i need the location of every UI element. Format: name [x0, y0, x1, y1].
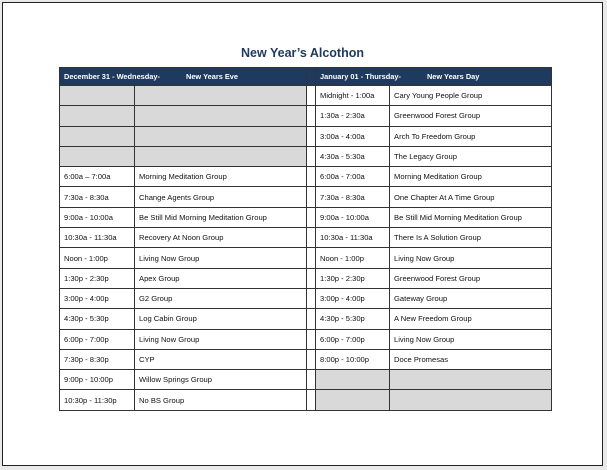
table-row: [60, 268, 552, 288]
column-divider: [307, 228, 316, 248]
column-divider: [307, 268, 316, 288]
column-divider: [307, 106, 316, 126]
left-group-cell: Be Still Mid Morning Meditation Group: [135, 207, 307, 227]
left-time-cell: [60, 126, 135, 146]
right-group-cell: Cary Young People Group: [390, 86, 552, 106]
left-time-cell: 3:00p - 4:00p: [60, 288, 135, 308]
column-divider: [307, 390, 316, 410]
left-group-cell: [135, 106, 307, 126]
right-group-cell: Living Now Group: [390, 248, 552, 268]
column-divider: [307, 248, 316, 268]
left-time-cell: [60, 146, 135, 166]
left-time-cell: 6:00a – 7:00a: [60, 167, 135, 187]
right-time-cell: 6:00p - 7:00p: [316, 329, 390, 349]
left-group-cell: No BS Group: [135, 390, 307, 410]
left-group-cell: Living Now Group: [135, 248, 307, 268]
right-time-cell: 1:30p - 2:30p: [316, 268, 390, 288]
right-time-cell: [316, 390, 390, 410]
column-divider: [307, 68, 316, 86]
left-time-cell: 9:00p - 10:00p: [60, 370, 135, 390]
left-time-cell: 10:30a - 11:30a: [60, 228, 135, 248]
column-divider: [307, 146, 316, 166]
right-group-cell: Greenwood Forest Group: [390, 106, 552, 126]
right-group-cell: [390, 390, 552, 410]
right-group-cell: Greenwood Forest Group: [390, 268, 552, 288]
right-time-cell: 4:30p - 5:30p: [316, 309, 390, 329]
right-group-cell: Gateway Group: [390, 288, 552, 308]
right-group-cell: [390, 370, 552, 390]
left-group-cell: [135, 126, 307, 146]
table-row: [60, 390, 552, 410]
table-row: [60, 167, 552, 187]
right-time-cell: Noon - 1:00p: [316, 248, 390, 268]
right-time-cell: 4:30a - 5:30a: [316, 146, 390, 166]
left-time-cell: 9:00a - 10:00a: [60, 207, 135, 227]
column-divider: [307, 288, 316, 308]
table-row: [60, 86, 552, 106]
right-group-cell: Be Still Mid Morning Meditation Group: [390, 207, 552, 227]
right-day-header: [316, 68, 552, 86]
left-group-cell: Change Agents Group: [135, 187, 307, 207]
right-time-cell: 9:00a - 10:00a: [316, 207, 390, 227]
left-time-cell: 6:00p - 7:00p: [60, 329, 135, 349]
right-event-label: New Years Day: [426, 72, 480, 81]
left-group-cell: G2 Group: [135, 288, 307, 308]
page-title: New Year’s Alcothon: [241, 46, 364, 60]
table-row: [60, 329, 552, 349]
right-time-cell: 8:00p - 10:00p: [316, 349, 390, 369]
column-divider: [307, 309, 316, 329]
left-event-label: New Years Eve: [185, 72, 239, 81]
column-divider: [307, 329, 316, 349]
table-row: [60, 207, 552, 227]
right-time-cell: 3:00p - 4:00p: [316, 288, 390, 308]
left-time-cell: 1:30p - 2:30p: [60, 268, 135, 288]
left-group-cell: CYP: [135, 349, 307, 369]
left-group-cell: Apex Group: [135, 268, 307, 288]
left-group-cell: Log Cabin Group: [135, 309, 307, 329]
table-row: [60, 288, 552, 308]
left-time-cell: 7:30p - 8:30p: [60, 349, 135, 369]
left-group-cell: Willow Springs Group: [135, 370, 307, 390]
right-group-cell: Living Now Group: [390, 329, 552, 349]
column-divider: [307, 370, 316, 390]
left-group-cell: Morning Meditation Group: [135, 167, 307, 187]
right-group-cell: There Is A Solution Group: [390, 228, 552, 248]
column-divider: [307, 187, 316, 207]
right-time-cell: [316, 370, 390, 390]
document-page: [2, 2, 603, 466]
right-group-cell: Arch To Freedom Group: [390, 126, 552, 146]
table-row: [60, 106, 552, 126]
right-time-cell: 7:30a - 8:30a: [316, 187, 390, 207]
column-divider: [307, 207, 316, 227]
right-time-cell: 3:00a - 4:00a: [316, 126, 390, 146]
right-group-cell: Doce Promesas: [390, 349, 552, 369]
right-time-cell: 6:00a - 7:00a: [316, 167, 390, 187]
right-time-cell: 10:30a - 11:30a: [316, 228, 390, 248]
right-group-cell: A New Freedom Group: [390, 309, 552, 329]
left-group-cell: [135, 86, 307, 106]
table-row: [60, 146, 552, 166]
schedule-body: [60, 86, 552, 411]
table-row: [60, 349, 552, 369]
left-time-cell: 7:30a - 8:30a: [60, 187, 135, 207]
right-day-label: January 01 - Thursday-: [320, 72, 401, 81]
right-time-cell: Midnight - 1:00a: [316, 86, 390, 106]
table-row: [60, 228, 552, 248]
table-row: [60, 126, 552, 146]
table-row: [60, 309, 552, 329]
left-time-cell: [60, 86, 135, 106]
table-row: [60, 370, 552, 390]
left-time-cell: Noon - 1:00p: [60, 248, 135, 268]
left-time-cell: [60, 106, 135, 126]
column-divider: [307, 126, 316, 146]
header-row: [60, 68, 552, 86]
left-time-cell: 10:30p - 11:30p: [60, 390, 135, 410]
table-row: [60, 187, 552, 207]
left-day-header: [60, 68, 307, 86]
left-group-cell: Recovery At Noon Group: [135, 228, 307, 248]
schedule-table: [59, 67, 552, 411]
column-divider: [307, 86, 316, 106]
right-group-cell: One Chapter At A Time Group: [390, 187, 552, 207]
column-divider: [307, 167, 316, 187]
left-day-label: December 31 - Wednesday-: [64, 72, 160, 81]
left-time-cell: 4:30p - 5:30p: [60, 309, 135, 329]
left-group-cell: Living Now Group: [135, 329, 307, 349]
right-time-cell: 1:30a - 2:30a: [316, 106, 390, 126]
left-group-cell: [135, 146, 307, 166]
table-row: [60, 248, 552, 268]
right-group-cell: Morning Meditation Group: [390, 167, 552, 187]
right-group-cell: The Legacy Group: [390, 146, 552, 166]
column-divider: [307, 349, 316, 369]
